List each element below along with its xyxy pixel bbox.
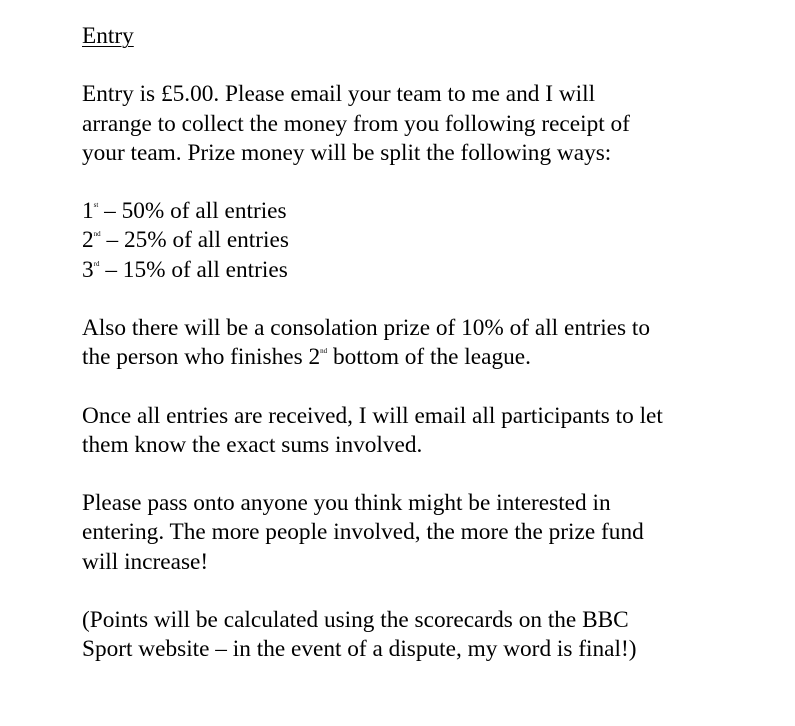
prize-suffix: rd [93,259,100,268]
consolation-line-2 [82,343,772,372]
prize-place: 2 [82,227,94,254]
prize-first [82,197,772,226]
share-line-1: Please pass onto anyone you think might be interested in [82,490,611,517]
consolation-text: the person who finishes 2 [82,344,321,371]
notice-line-1: Once all entries are received, I will email all participants to let [82,402,663,429]
prize-suffix: st [93,201,99,210]
points-paragraph [82,606,772,664]
prize-second [82,226,772,255]
prize-third [82,256,772,285]
points-line-1: (Points will be calculated using the scorecards on the BBC [82,606,629,633]
spacer [82,168,772,197]
intro-line-1: Entry is £5.00. Please email your team to me and I will [82,81,596,108]
spacer [82,460,772,489]
prize-text: – 15% of all entries [99,256,288,283]
section-heading: Entry [82,23,134,49]
spacer [82,372,772,401]
spacer [82,285,772,314]
prize-place: 3 [82,256,94,283]
consolation-text-end: bottom of the league. [327,344,531,371]
intro-line-3: your team. Prize money will be split the following ways: [82,139,612,166]
consolation-paragraph [82,314,772,372]
notice-line-2: them know the exact sums involved. [82,431,423,458]
notice-paragraph [82,402,772,460]
consolation-line-1: Also there will be a consolation prize of 10% of all entries to [82,314,651,341]
points-line-2: Sport website – in the event of a dispute, my word is final!) [82,636,637,663]
share-paragraph [82,489,772,577]
share-line-3: will increase! [82,548,209,575]
prize-text: – 25% of all entries [100,227,289,254]
prize-suffix: nd [93,230,101,239]
intro-paragraph [82,80,772,168]
intro-line-2: arrange to collect the money from you following receipt of [82,110,630,137]
spacer [82,577,772,606]
prize-text: – 50% of all entries [98,198,287,225]
share-line-2: entering. The more people involved, the more the prize fund [82,519,644,546]
prize-place: 1 [82,198,94,225]
prize-list [82,197,772,285]
consolation-suffix: nd [320,347,328,356]
spacer [82,51,772,80]
document-body [82,22,772,664]
